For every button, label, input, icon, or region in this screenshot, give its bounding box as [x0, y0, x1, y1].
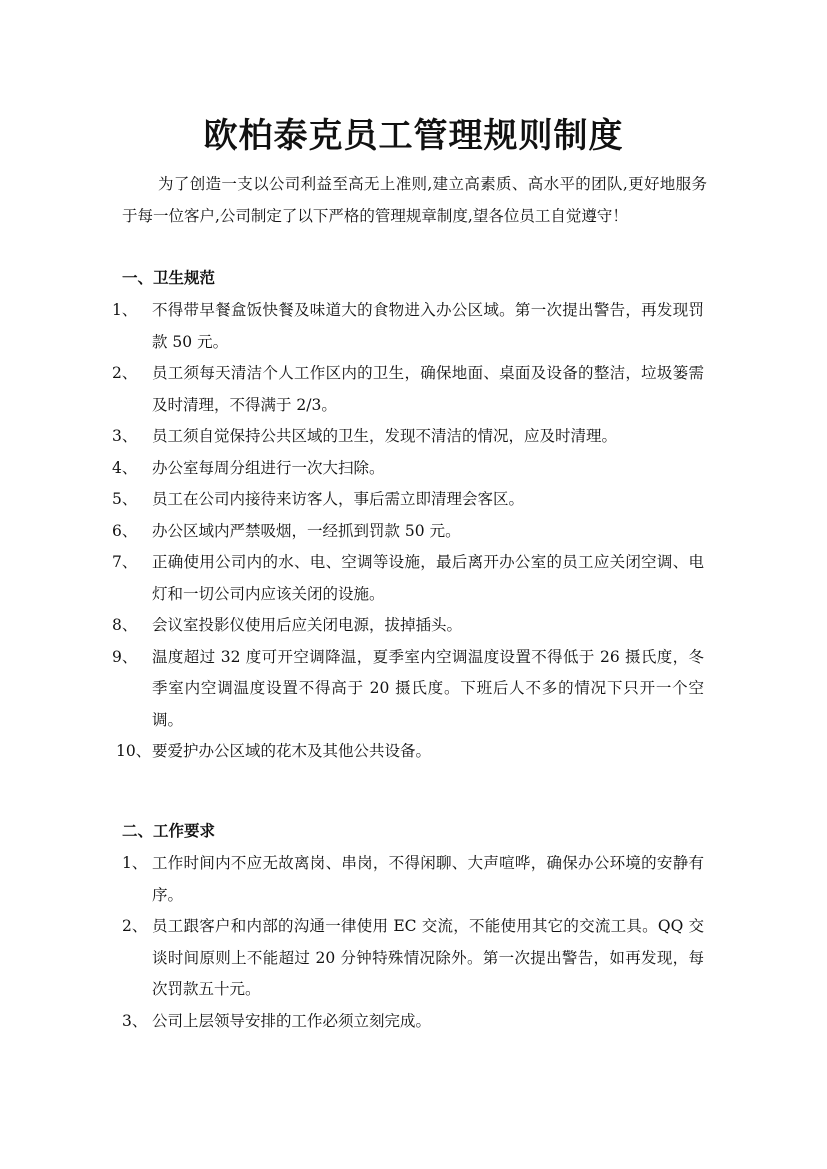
- item-text: 会议室投影仪使用后应关闭电源，拔掉插头。: [152, 616, 463, 634]
- list-item: [0, 610, 827, 642]
- item-text: 正确使用公司内的水、电、空调等设施，最后离开办公室的员工应关闭空调、电灯和一切公司内应该关闭的设施。: [152, 553, 704, 603]
- item-text: 员工在公司内接待来访客人，事后需立即清理会客区。: [152, 490, 525, 508]
- list-item: [0, 453, 827, 485]
- list-item: [0, 1006, 827, 1038]
- item-text: 要爱护办公区域的花木及其他公共设备。: [152, 742, 432, 760]
- item-number: 8、: [112, 616, 138, 634]
- item-text: 员工须每天清洁个人工作区内的卫生，确保地面、桌面及设备的整洁，垃圾篓需及时清理，不得满于 2/3。: [152, 364, 704, 414]
- hygiene-rules-list: [0, 295, 827, 768]
- item-number: 3、: [112, 427, 138, 445]
- list-item: [0, 516, 827, 548]
- item-number: 6、: [112, 521, 138, 540]
- list-item: [0, 736, 827, 768]
- list-item: [0, 911, 827, 1006]
- list-item: [0, 642, 827, 737]
- intro-paragraph: 为了创造一支以公司利益至高无上准则,建立高素质、高水平的团队,更好地服务于每一位客户,公司制定了以下严格的管理规章制度,望各位员工自觉遵守！: [122, 175, 707, 225]
- list-item: [0, 547, 827, 610]
- item-number: 1、: [112, 301, 138, 319]
- document-title: 欧柏泰克员工管理规则制度: [203, 116, 624, 156]
- item-text: 员工跟客户和内部的沟通一律使用 EC 交流，不能使用其它的交流工具。QQ 交谈时间原则上不能超过 20 分钟特殊情况除外。第一次提出警告，如再发现，每次罚款五十元。: [152, 917, 704, 998]
- list-item: [0, 484, 827, 516]
- item-text: 不得带早餐盒饭快餐及味道大的食物进入办公区域。第一次提出警告，再发现罚款 50 元。: [152, 301, 704, 351]
- item-number: 4、: [112, 458, 138, 477]
- list-item: [0, 848, 827, 911]
- item-number: 2、: [122, 917, 148, 935]
- item-number: 9、: [112, 647, 138, 666]
- item-number: 3、: [122, 1011, 148, 1030]
- item-text: 工作时间内不应无故离岗、串岗，不得闲聊、大声喧哗，确保办公环境的安静有序。: [152, 854, 704, 904]
- list-item: [0, 358, 827, 421]
- section-heading-hygiene: 一、卫生规范: [122, 269, 216, 287]
- work-rules-list: [0, 848, 827, 1037]
- list-item: [0, 295, 827, 358]
- item-number: 2、: [112, 364, 138, 382]
- section-heading-work: 二、工作要求: [122, 822, 216, 840]
- item-number: 7、: [112, 553, 138, 571]
- item-text: 员工须自觉保持公共区域的卫生，发现不清洁的情况，应及时清理。: [152, 427, 618, 445]
- item-number: 10、: [116, 742, 152, 760]
- item-text: 办公室每周分组进行一次大扫除。: [152, 458, 385, 477]
- item-text: 温度超过 32 度可开空调降温，夏季室内空调温度设置不得低于 26 摄氏度，冬季室内空调温度设置不得高于 20 摄氏度。下班后人不多的情况下只开一个空调。: [152, 647, 704, 729]
- item-text: 公司上层领导安排的工作必须立刻完成。: [152, 1011, 432, 1030]
- item-number: 5、: [112, 490, 138, 508]
- item-number: 1、: [122, 854, 148, 872]
- list-item: [0, 421, 827, 453]
- item-text: 办公区域内严禁吸烟，一经抓到罚款 50 元。: [152, 521, 461, 540]
